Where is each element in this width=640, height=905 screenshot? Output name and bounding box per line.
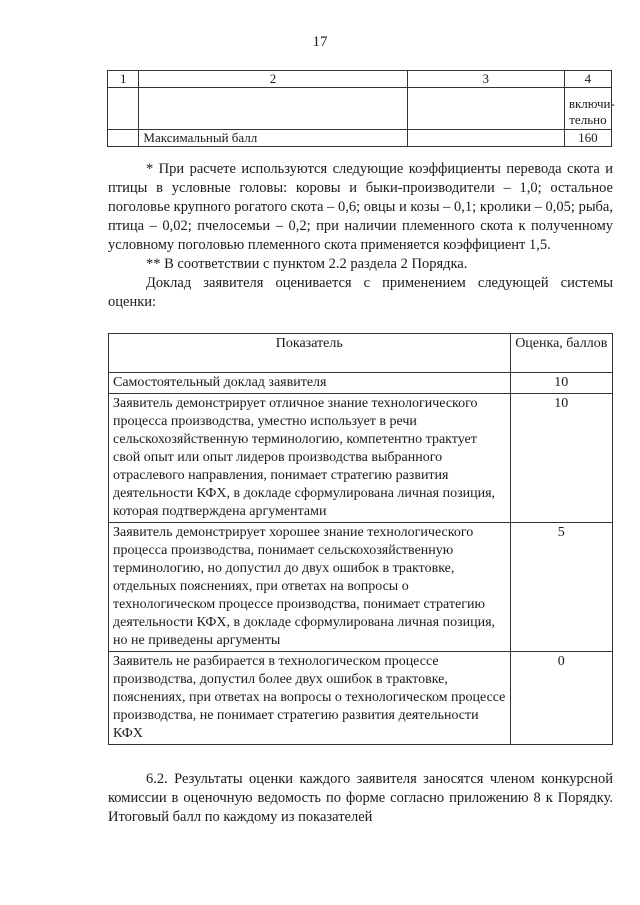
column-number-1: 1 bbox=[108, 71, 139, 88]
score-cell: 5 bbox=[510, 523, 612, 652]
max-score-value: 160 bbox=[564, 130, 611, 147]
indicator-cell: Заявитель демонстрирует хорошее знание технологического процесса производства, понимает сельскохозяйственную терминологию, но допустил до двух ошибок в трактовке, отдельных пояснениях, при ответах на вопросы о технологическом процессе производства, понимает стратегию деятельности КФХ, в докладе сформулирована личная позиция, но не приведены аргументы bbox=[109, 523, 511, 652]
notes-section bbox=[108, 160, 613, 312]
table-cell bbox=[407, 130, 564, 147]
score-cell: 0 bbox=[510, 652, 612, 745]
table-cell bbox=[108, 88, 139, 130]
score-cell: 10 bbox=[510, 373, 612, 394]
indicator-cell: Заявитель демонстрирует отличное знание технологического процесса производства, уместно использует в речи сельскохозяйственную терминологию, компетентно трактует свой опыт или опыт лидеров производства выбранного отраслевого направления, понимает стратегию развития деятельности КФХ, в докладе сформулирована личная позиция, которая подтверждена аргументами bbox=[109, 394, 511, 523]
footnote-conversion-coefficients: * При расчете используются следующие коэффициенты перевода скота и птицы в условные головы: коровы и быки-производители – 1,0; остальное поголовье крупного рогатого скота – 0,6; овцы и козы – 0,1; кролики – 0,05; рыба, птица – 0,02; пчелосемьи – 0,2; при наличии племенного скота к полученному условному поголовью племенного скота применяется коэффициент 1,5. bbox=[108, 161, 613, 253]
table-row bbox=[109, 523, 613, 652]
max-score-row bbox=[108, 130, 612, 147]
table-cell bbox=[564, 88, 615, 130]
criteria-table-continuation bbox=[107, 70, 615, 147]
score-header: Оценка, баллов bbox=[510, 334, 612, 373]
evaluation-table-header bbox=[109, 334, 613, 373]
column-number-3: 3 bbox=[407, 71, 564, 88]
footnote-reference: ** В соответствии с пунктом 2.2 раздела 2 Порядка. bbox=[146, 256, 468, 272]
section-6-2-paragraph: 6.2. Результаты оценки каждого заявителя заносятся членом конкурсной комиссии в оценочную ведомость по форме согласно приложению 8 к Порядку. Итоговый балл по каждому из показателей bbox=[108, 771, 613, 825]
page-number: 17 bbox=[312, 34, 328, 50]
table-cell bbox=[407, 88, 564, 130]
evaluation-table bbox=[108, 333, 613, 745]
score-cell: 10 bbox=[510, 394, 612, 523]
table-row bbox=[108, 88, 612, 130]
indicator-cell: Заявитель не разбирается в технологическом процессе производства, допустил более двух ошибок в трактовке, пояснениях, при ответах на вопросы о технологическом процессе производства, не понимает стратегию развития деятельности КФХ bbox=[109, 652, 511, 745]
column-number-4: 4 bbox=[564, 71, 611, 88]
indicator-cell: Самостоятельный доклад заявителя bbox=[109, 373, 511, 394]
table-header-row bbox=[108, 71, 612, 88]
max-score-label: Максимальный балл bbox=[139, 130, 407, 147]
table-row bbox=[109, 373, 613, 394]
table-row bbox=[109, 652, 613, 745]
column-number-2: 2 bbox=[139, 71, 407, 88]
table-cell bbox=[139, 88, 407, 130]
evaluation-intro: Доклад заявителя оценивается с применением следующей системы оценки: bbox=[108, 275, 613, 310]
cell-text-line: тельно bbox=[569, 112, 607, 127]
table-cell bbox=[108, 130, 139, 147]
indicator-header: Показатель bbox=[109, 334, 511, 373]
table-row bbox=[109, 394, 613, 523]
cell-text-line: включи- bbox=[568, 96, 615, 111]
